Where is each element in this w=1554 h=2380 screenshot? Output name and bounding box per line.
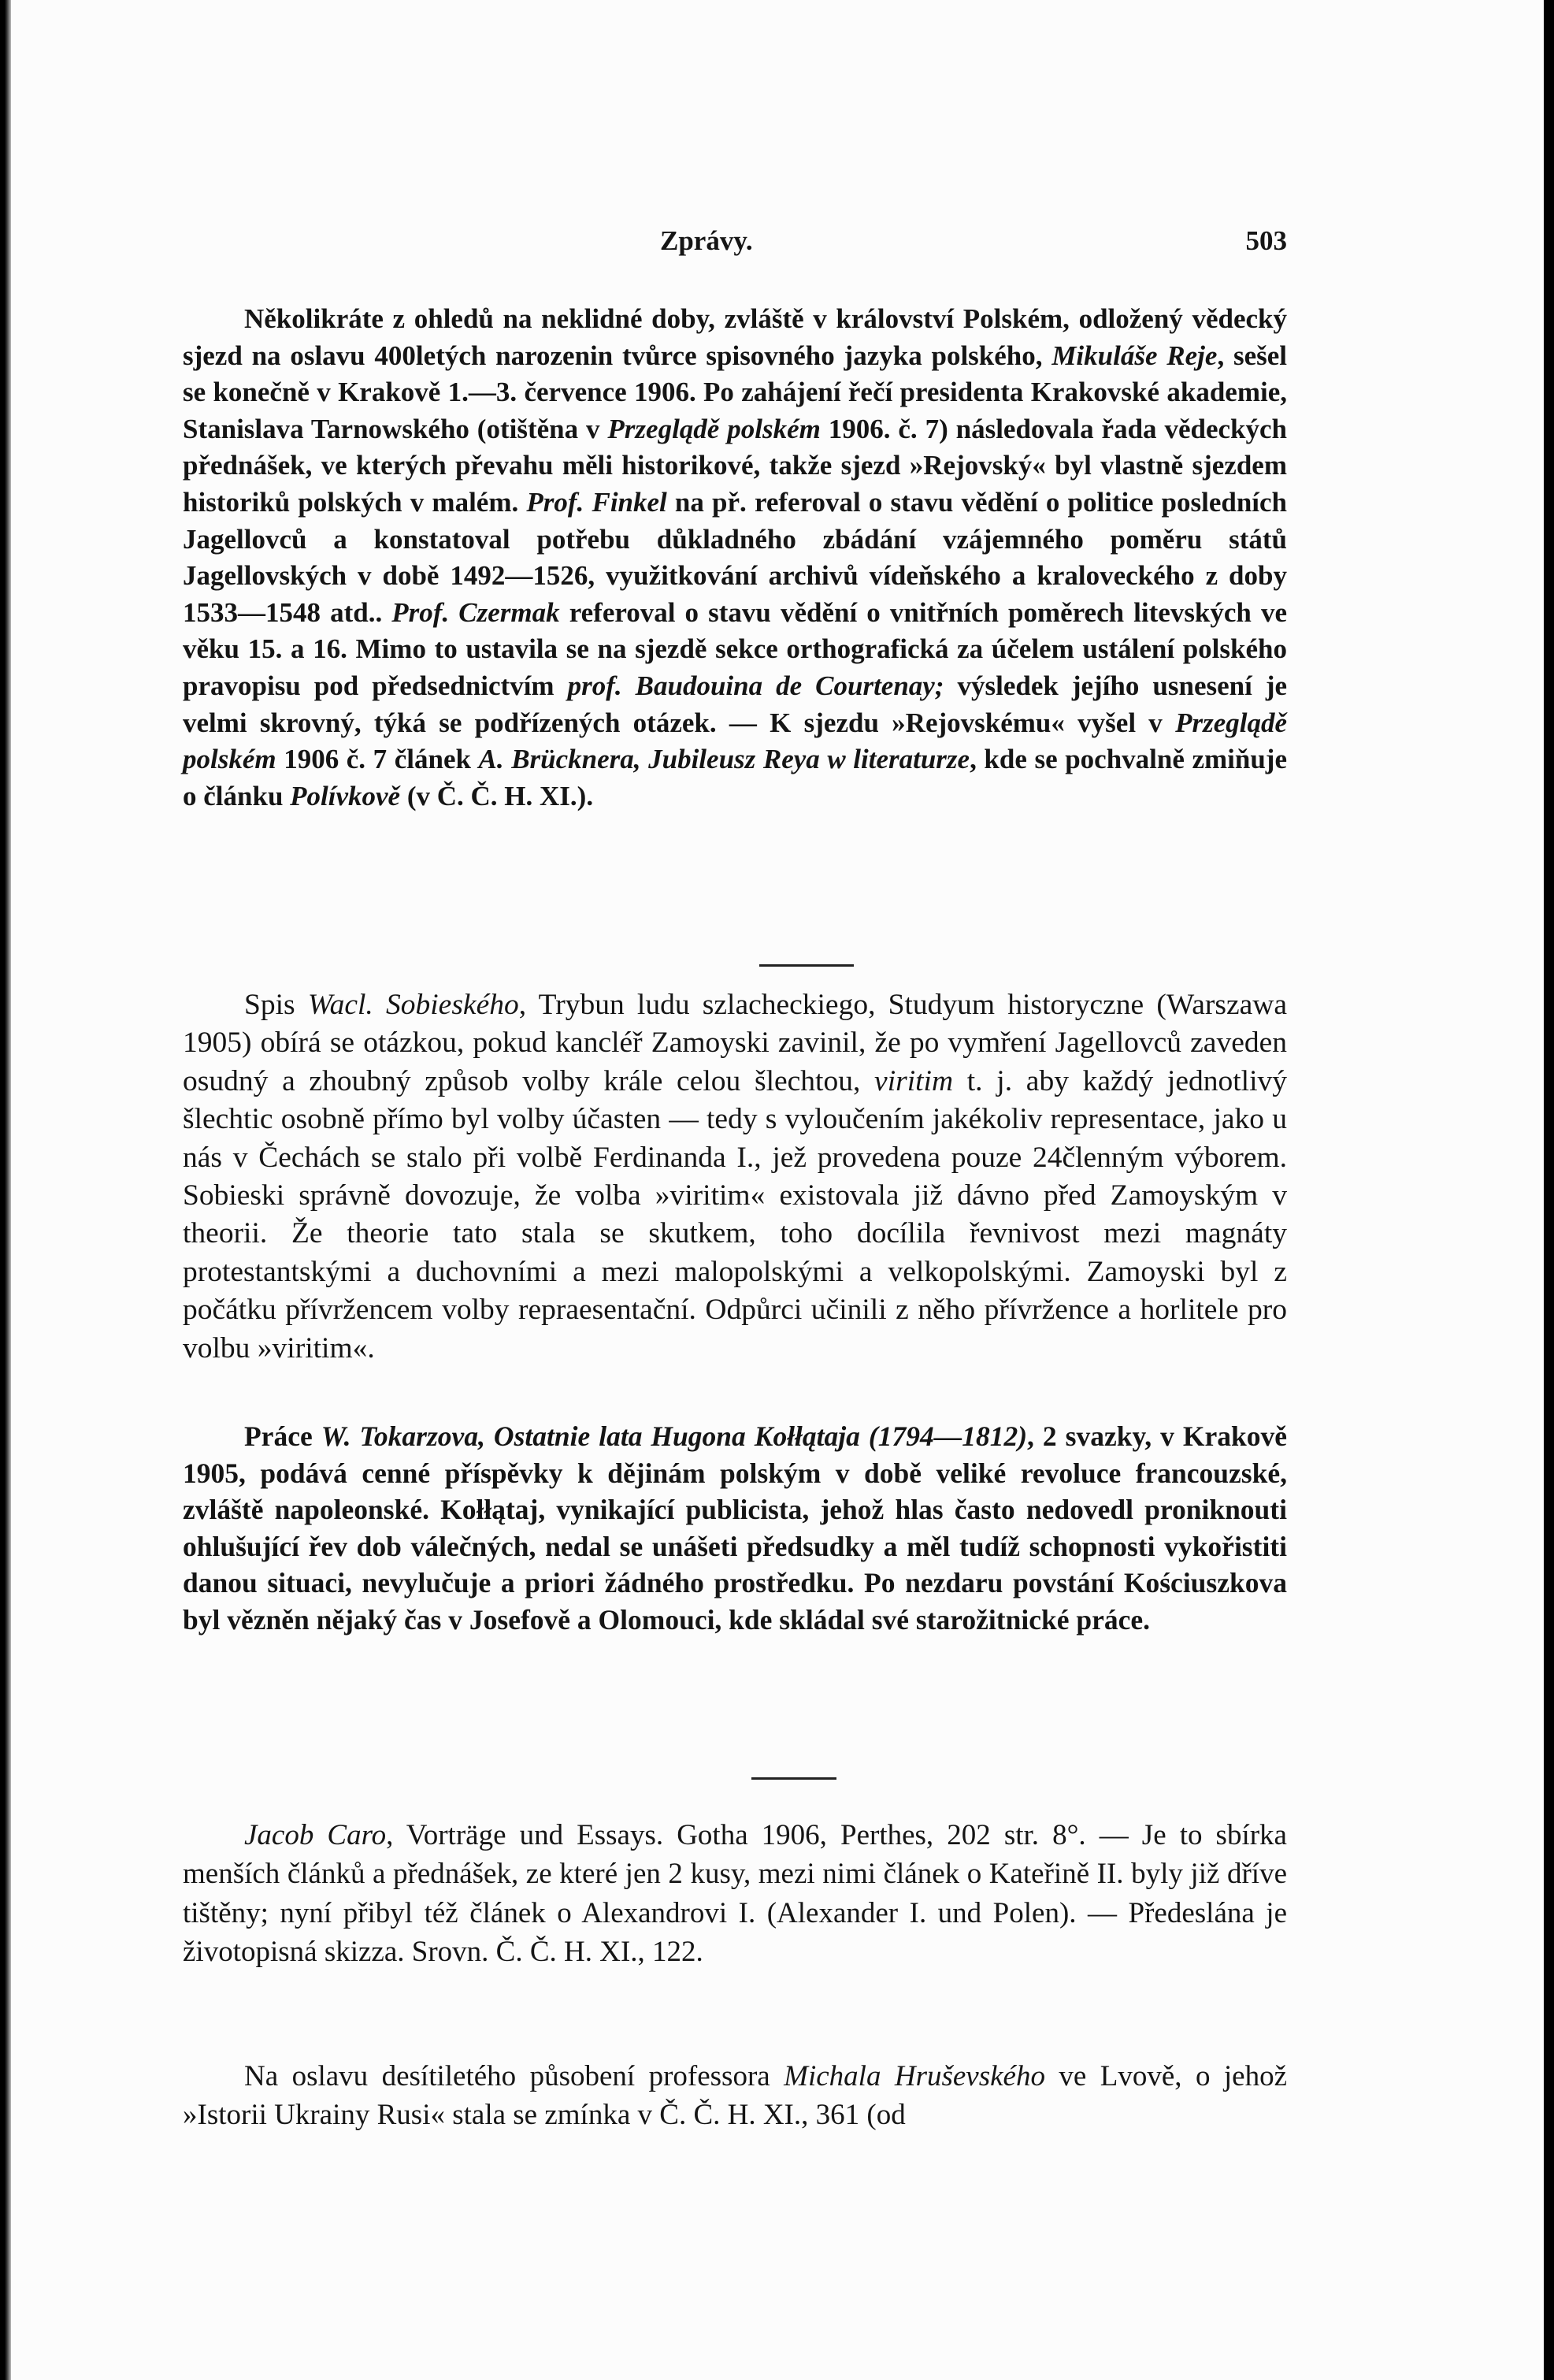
paragraph-rejovsky-congress: Několikráte z ohledů na neklidné doby, zvláště v království Polském, odložený vědecký sjezd na oslavu 400letých narozenin tvůrce spisovného jazyka polského, Mikuláše Reje, sešel se konečně v Krakově 1.—3. července 1906. Po zahájení řečí presidenta Krakovské akademie, Stanislava Tarnowského (otištěna v Przeglądě polském 1906. č. 7) následovala řada vědeckých přednášek, ve kterých převahu měli historikové, takže sjezd »Rejovský« byl vlastně sjezdem historiků polských v malém. Prof. Finkel na př. referoval o stavu vědění o politice posledních Jagellovců a konstatoval potřebu důkladného zbádání vzájemného poměru států Jagellovských v době 1492—1526, využitkování archivů vídeňského a kraloveckého z doby 1533—1548 atd.. Prof. Czermak referoval o stavu vědění o vnitřních poměrech litevských ve věku 15. a 16. Mimo to ustavila se na sjezdě sekce orthografická za účelem ustálení polského pravopisu pod předsednictvím prof. Baudouina de Courtenay; výsledek jejího usnesení je velmi skrovný, týká se podřízených otázek. — K sjezdu »Rejovskému« vyšel v Przeglądě polském 1906 č. 7 článek A. Brücknera, Jubileusz Reya w literaturze, kde se pochvalně zmiňuje o článku Polívkově (v Č. Č. H. XI.). [183, 303, 1288, 811]
header-title: Zprávy. [660, 225, 753, 256]
paragraph-hrusevsky: Na oslavu desítiletého působení professora Michala Hruševského ve Lvově, o jehož »Istorii Ukrainy Rusi« stala se zmínka v Č. Č. H. XI., 361 (od [183, 2060, 1287, 2132]
running-header [183, 225, 1287, 260]
book-page [11, 0, 1544, 2380]
paragraph-sobieski: Spis Wacl. Sobieského, Trybun ludu szlacheckiego, Studyum historyczne (Warszawa 1905) obírá se otázkou, pokud kancléř Zamoyski zavinil, že po vymření Jagellovců zaveden osudný a zhoubný způsob volby krále celou šlechtou, viritim t. j. aby každý jednotlivý šlechtic osobně přímo byl volby účasten — tedy s vyloučením jakékoliv representace, jako u nás v Čechách se stalo při volbě Ferdinanda I., jež provedena pouze 24členným výborem. Sobieski správně dovozuje, že volba »viritim« existovala již dávno před Zamoyským v theorii. Že theorie tato stala se skutkem, toho docílila řevnivost mezi magnáty protestantskými a duchovními a mezi malopolskými a velkopolskými. Zamoyski byl z počátku přívržencem volby repraesentační. Odpůrci učinili z něho přívržence a horlitele pro volbu »viritim«. [183, 989, 1287, 1365]
section-divider [759, 964, 854, 967]
paragraph-tokarz: Práce W. Tokarzova, Ostatnie lata Hugona Kołłątaja (1794—1812), 2 svazky, v Krakově 1905, podává cenné příspěvky k dějinám polským v době veliké revoluce francouzské, zvláště napoleonské. Kołłątaj, vynikající publicista, jehož hlas často nedovedl proniknouti ohlušující řev dob válečných, nedal se unášeti předsudky a měl tudíž schopnosti vykořistiti danou situaci, nevylučuje a priori žádného prostředku. Po nezdaru povstání Kościuszkova byl vězněn nějaký čas v Josefově a Olomouci, kde skládal své starožitnické práce. [183, 1420, 1287, 1636]
paragraph-caro: Jacob Caro, Vorträge und Essays. Gotha 1906, Perthes, 202 str. 8°. — Je to sbírka menších článků a přednášek, ze které jen 2 kusy, mezi nimi článek o Kateřině II. byly již dříve tištěny; nyní přibyl též článek o Alexandrovi I. (Alexander I. und Polen). — Předeslána je životopisná skizza. Srovn. Č. Č. H. XI., 122. [183, 1819, 1287, 1969]
scan-left-edge [0, 0, 11, 2380]
section-divider [751, 1777, 836, 1780]
page-number: 503 [1245, 225, 1287, 256]
